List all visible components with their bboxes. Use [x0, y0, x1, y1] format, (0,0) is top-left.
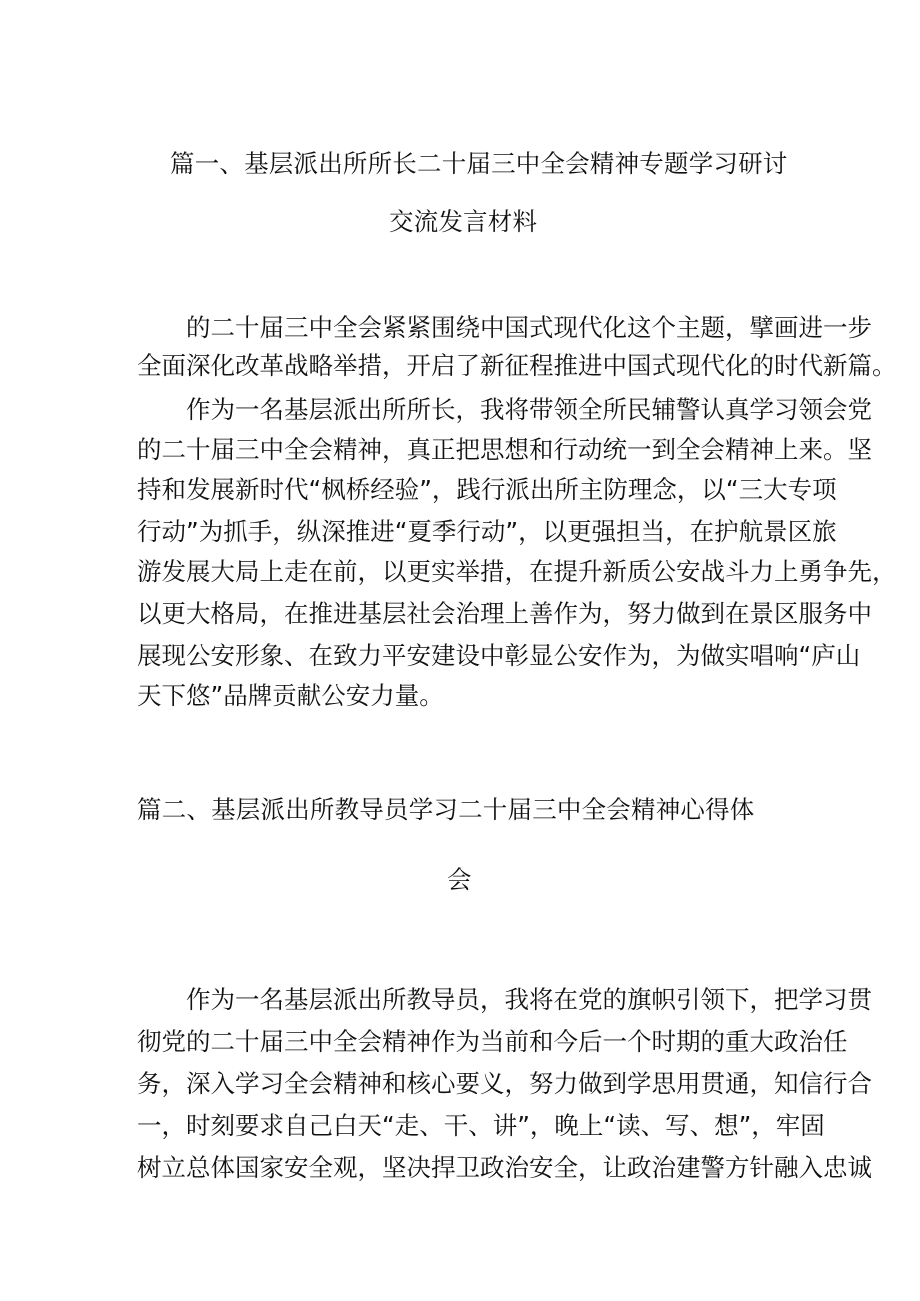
paragraph-line: 彻党的二十届三中全会精神作为当前和今后一个时期的重大政治任	[137, 1027, 848, 1056]
paragraph-line: 务，深入学习全会精神和核心要义，努力做到学思用贯通，知信行合	[137, 1069, 872, 1098]
paragraph-line: 全面深化改革战略举措，开启了新征程推进中国式现代化的时代新篇。	[137, 351, 897, 380]
paragraph-line: 展现公安形象、在致力平安建设中彰显公安作为，为做实唱响“庐山	[137, 641, 861, 670]
section2-title-line: 篇二、基层派出所教导员学习二十届三中全会精神心得体	[137, 795, 755, 824]
paragraph-line: 的二十届三中全会紧紧围绕中国式现代化这个主题，擘画进一步	[186, 313, 872, 342]
paragraph-line: 作为一名基层派出所所长，我将带领全所民辅警认真学习领会党	[186, 395, 872, 424]
paragraph-line: 持和发展新时代“枫桥经验”，践行派出所主防理念，以“三大专项	[137, 475, 837, 504]
paragraph-line: 天下悠”品牌贡献公安力量。	[137, 681, 444, 710]
section1-title-line: 篇一、基层派出所所长二十届三中全会精神专题学习研讨	[170, 149, 788, 178]
paragraph-line: 游发展大局上走在前，以更实举措，在提升新质公安战斗力上勇争先，	[137, 557, 897, 586]
paragraph-line: 以更大格局，在推进基层社会治理上善作为，努力做到在景区服务中	[137, 599, 872, 628]
paragraph-line: 一，时刻要求自己白天“走、干、讲”，晚上“读、写、想”，牢固	[137, 1111, 825, 1140]
paragraph-line: 的二十届三中全会精神，真正把思想和行动统一到全会精神上来。坚	[137, 435, 872, 464]
section1-title-line: 交流发言材料	[389, 207, 538, 236]
paragraph-line: 作为一名基层派出所教导员，我将在党的旗帜引领下，把学习贯	[186, 985, 872, 1014]
paragraph-line: 树立总体国家安全观，坚决捍卫政治安全，让政治建警方针融入忠诚	[137, 1153, 872, 1182]
section2-title-line: 会	[447, 865, 472, 894]
paragraph-line: 行动”为抓手，纵深推进“夏季行动”，以更强担当，在护航景区旅	[137, 517, 837, 546]
